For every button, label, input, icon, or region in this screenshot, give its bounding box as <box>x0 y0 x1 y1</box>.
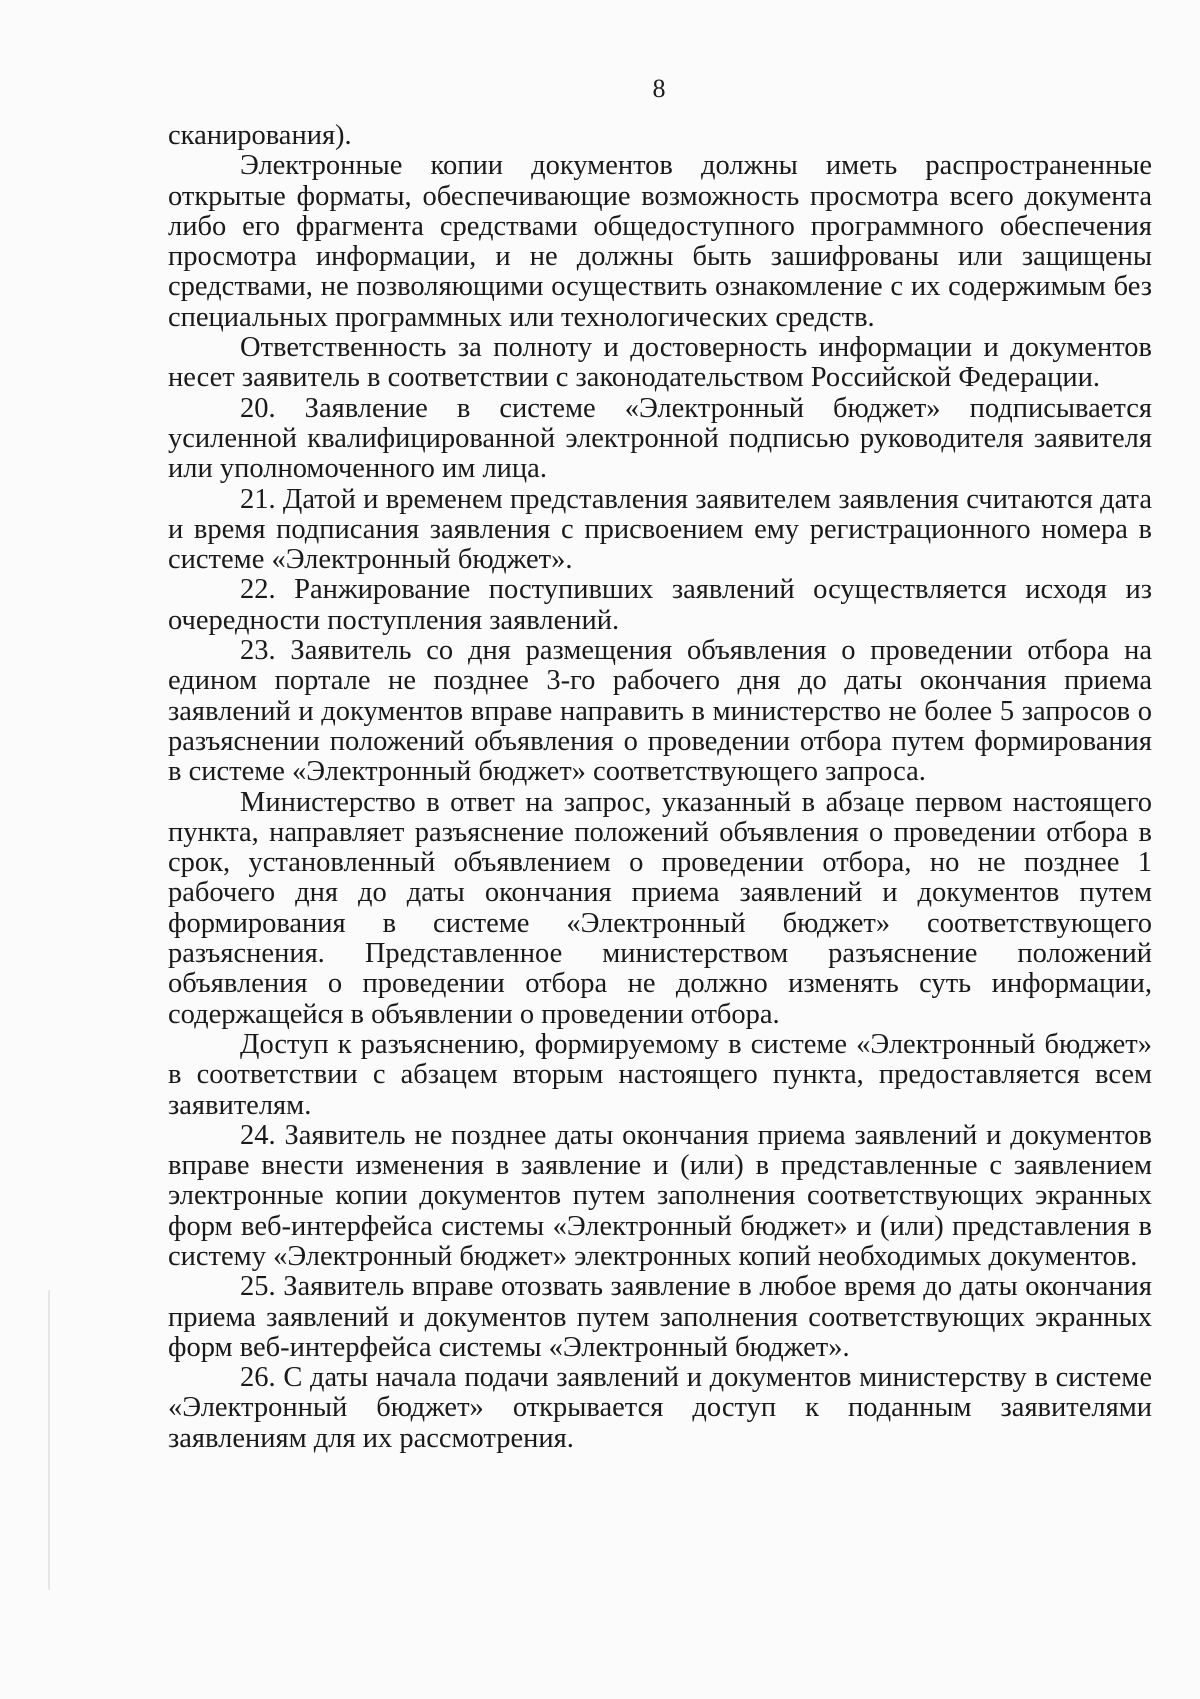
paragraph-continuation: сканирования). <box>168 120 352 151</box>
paragraph-responsibility: Ответственность за полноту и достоверность информации и документов несет заявитель в соответствии с законодательством Российской Федерации. <box>168 332 1152 394</box>
paragraph-item-21: 21. Датой и временем представления заявителем заявления считаются дата и время подписания заявления с присвоением ему регистрационного номера в системе «Электронный бюджет». <box>168 483 1152 576</box>
paragraph-access-clarification: Доступ к разъяснению, формируемому в системе «Электронный бюджет» в соответствии с абзацем вторым настоящего пункта, предоставляется всем заявителям. <box>168 1028 1152 1121</box>
scan-margin-line <box>48 1290 50 1590</box>
paragraph-item-22: 22. Ранжирование поступивших заявлений осуществляется исходя из очередности поступления заявлений. <box>168 574 1152 636</box>
paragraph-electronic-copies: Электронные копии документов должны иметь распространенные открытые форматы, обеспечивающие возможность просмотра всего документа либо его фрагмента средствами общедоступного программного обеспечения просмотра информации, и не должны быть зашифрованы или защищены средствами, не позволяющими осуществить ознакомление с их содержимым без специальных программных или технологических средств. <box>168 150 1152 333</box>
page-number: 8 <box>652 74 666 103</box>
paragraph-item-25: 25. Заявитель вправе отозвать заявление в любое время до даты окончания приема заявлений и документов путем заполнения соответствующих экранных форм веб-интерфейса системы «Электронный бюджет». <box>168 1271 1152 1363</box>
paragraph-item-20: 20. Заявление в системе «Электронный бюджет» подписывается усиленной квалифицированной электронной подписью руководителя заявителя или уполномоченного им лица. <box>168 392 1152 485</box>
paragraph-item-23: 23. Заявитель со дня размещения объявления о проведении отбора на едином портале не позднее 3-го рабочего дня до даты окончания приема заявлений и документов вправе направить в министерство не более 5 запросов о разъяснении положений объявления о проведении отбора путем формирования в системе «Электронный бюджет» соответствующего запроса. <box>168 635 1152 788</box>
document-body <box>168 121 1152 1454</box>
paragraph-item-24: 24. Заявитель не позднее даты окончания приема заявлений и документов вправе внести изменения в заявление и (или) в представленные с заявлением электронные копии документов путем заполнения соответствующих экранных форм веб-интерфейса системы «Электронный бюджет» и (или) представления в систему «Электронный бюджет» электронных копий необходимых документов. <box>168 1119 1152 1272</box>
paragraph-item-26: 26. С даты начала подачи заявлений и документов министерству в системе «Электронный бюджет» открывается доступ к поданным заявителями заявлениям для их рассмотрения. <box>168 1362 1152 1454</box>
paragraph-ministry-response: Министерство в ответ на запрос, указанный в абзаце первом настоящего пункта, направляет разъяснение положений объявления о проведении отбора в срок, установленный объявлением о проведении отбора, но не позднее 1 рабочего дня до даты окончания приема заявлений и документов путем формирования в системе «Электронный бюджет» соответствующего разъяснения. Представленное министерством разъяснение положений объявления о проведении отбора не должно изменять суть информации, содержащейся в объявлении о проведении отбора. <box>168 786 1152 1030</box>
